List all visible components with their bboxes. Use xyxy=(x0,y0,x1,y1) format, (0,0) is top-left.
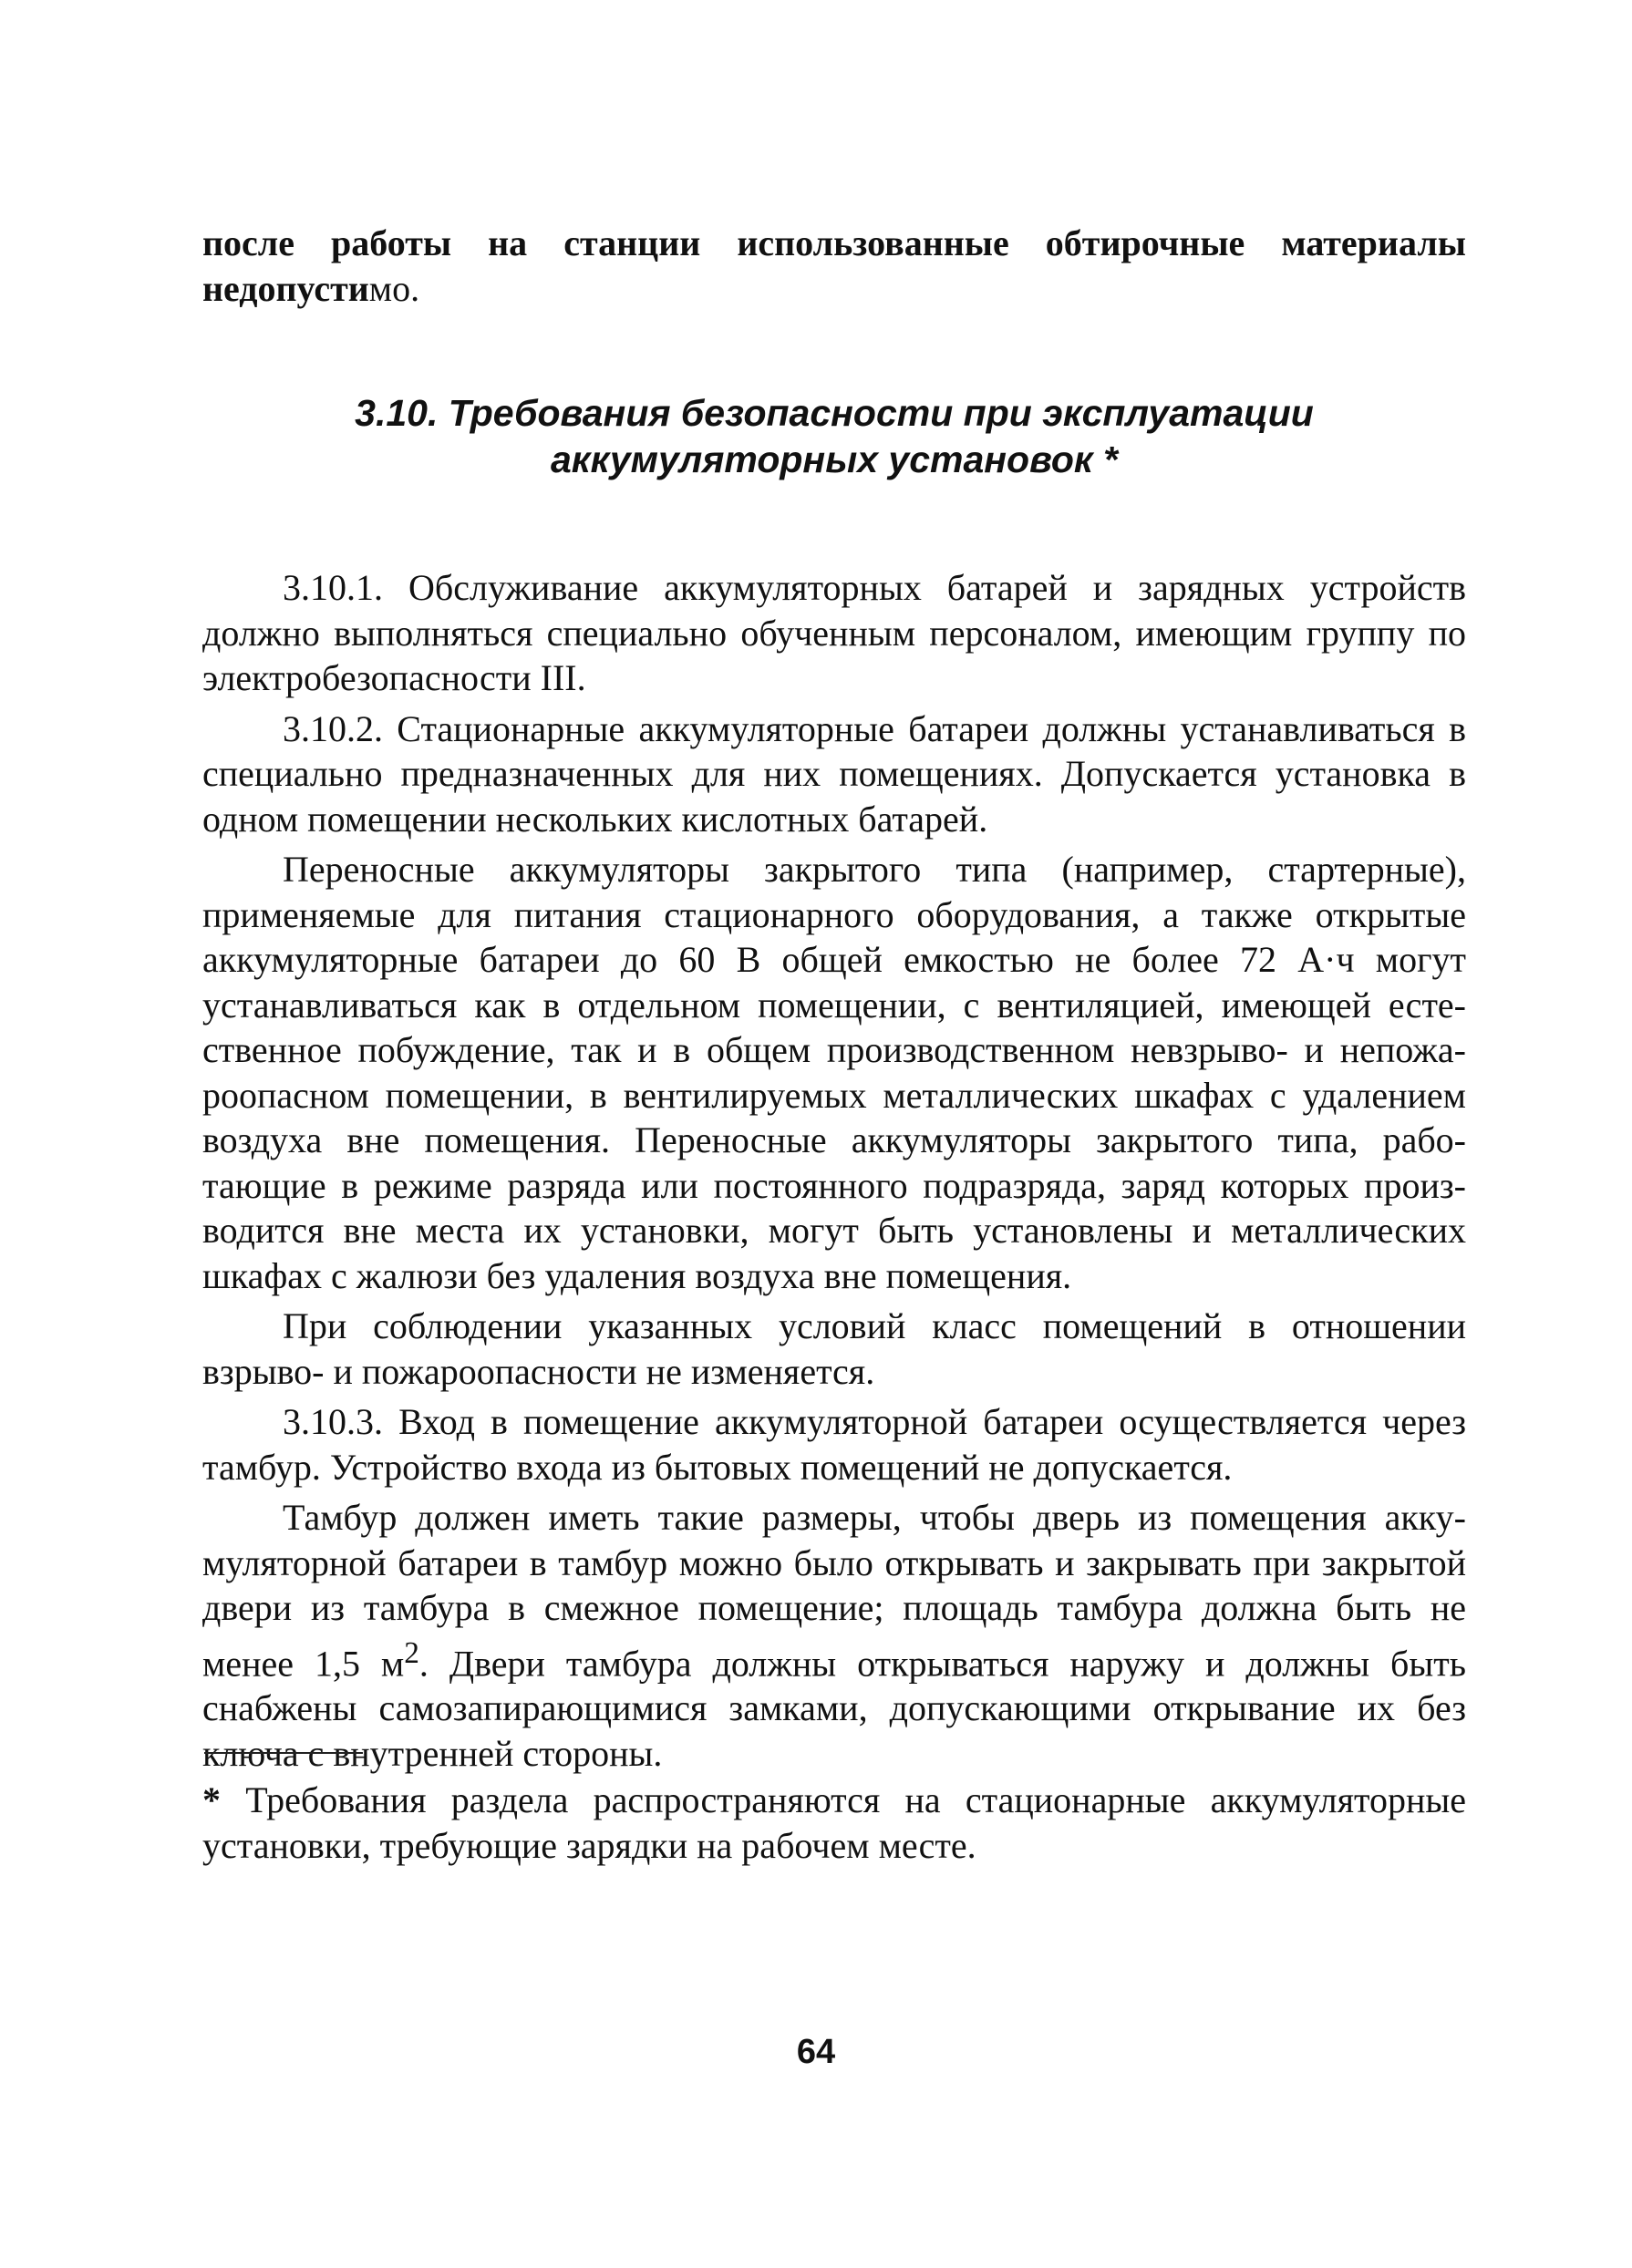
page-number: 64 xyxy=(796,2033,836,2071)
footnote-asterisk: * xyxy=(202,1779,221,1820)
paragraph-3-10-3: 3.10.3. Вход в помещение аккумуляторной батареи осуществляется через тамбур. Устройство входа из бытовых помещений не допускается. xyxy=(202,1401,1466,1488)
vestibule-text-part-1: Тамбур должен иметь такие размеры, чтобы дверь из помещения аккумуляторной батареи в тамбур можно было открывать и закрывать при закрытой двери из тамбура в смежное помещение; площадь тамбура должна быть не менее 1,5 м xyxy=(202,1497,1466,1684)
paragraph-vestibule xyxy=(202,1495,1466,1776)
section-title-line-2: аккумуляторных установок * xyxy=(550,438,1118,480)
footnote-text: Требования раздела распространяются на стационарные аккумуляторные установки, требующие зарядки на рабочем месте. xyxy=(202,1779,1466,1866)
section-title-line-1: 3.10. Требования безопасности при эксплуатации xyxy=(355,392,1314,434)
carry-over-bold-text: после работы на станции использованные обтирочные материалы недопусти xyxy=(202,222,1466,309)
carry-over-tail-text: мо. xyxy=(368,267,420,309)
square-meter-superscript: 2 xyxy=(404,1635,419,1670)
paragraph-3-10-1: 3.10.1. Обслуживание аккумуляторных батарей и зарядных устройств должно выполняться специально обученным персоналом, имеющим группу по электробезопасности III. xyxy=(202,567,1466,698)
footnote xyxy=(202,1778,1466,1868)
section-title xyxy=(202,390,1466,483)
vestibule-text-part-2: . Двери тамбура должны открываться наружу и должны быть снабжены самозапирающимися замками, допускающими открывание их без ключа с внутренней стороны. xyxy=(202,1642,1466,1774)
paragraph-3-10-2: 3.10.2. Стационарные аккумуляторные батареи должны устанавливаться в специально предназначенных для них помещениях. Допускается установка в одном помещении нескольких кислотных батарей. xyxy=(202,707,1466,840)
carry-over-paragraph xyxy=(202,221,1466,311)
paragraph-portable-batteries: Переносные аккумуляторы закрытого типа (например, стартерные), применяемые для питания стационарного оборудования, а также открытые аккумуляторные батареи до 60 В общей емкостью не более 72 А·ч могут устанавливаться как в отдельном помещении, с вентиляцией, имеющей естественное побуждение, так и в общем производственном невзрыво- и непожароопасном помещении, в вентилируемых металлических шкафах с удалением воздуха вне помещения. Переносные аккумуляторы закрытого типа, работающие в режиме разряда или постоянного подразряда, заряд которых производится вне места их установки, могут быть установлены и металлических шкафах с жалюзи без удаления воздуха вне помещения. xyxy=(202,849,1466,1296)
footnote-divider xyxy=(204,1752,363,1754)
paragraph-room-class: При соблюдении указанных условий класс помещений в отношении взрыво- и пожароопасности не изменяется. xyxy=(202,1305,1466,1392)
section-body xyxy=(202,565,1466,1776)
